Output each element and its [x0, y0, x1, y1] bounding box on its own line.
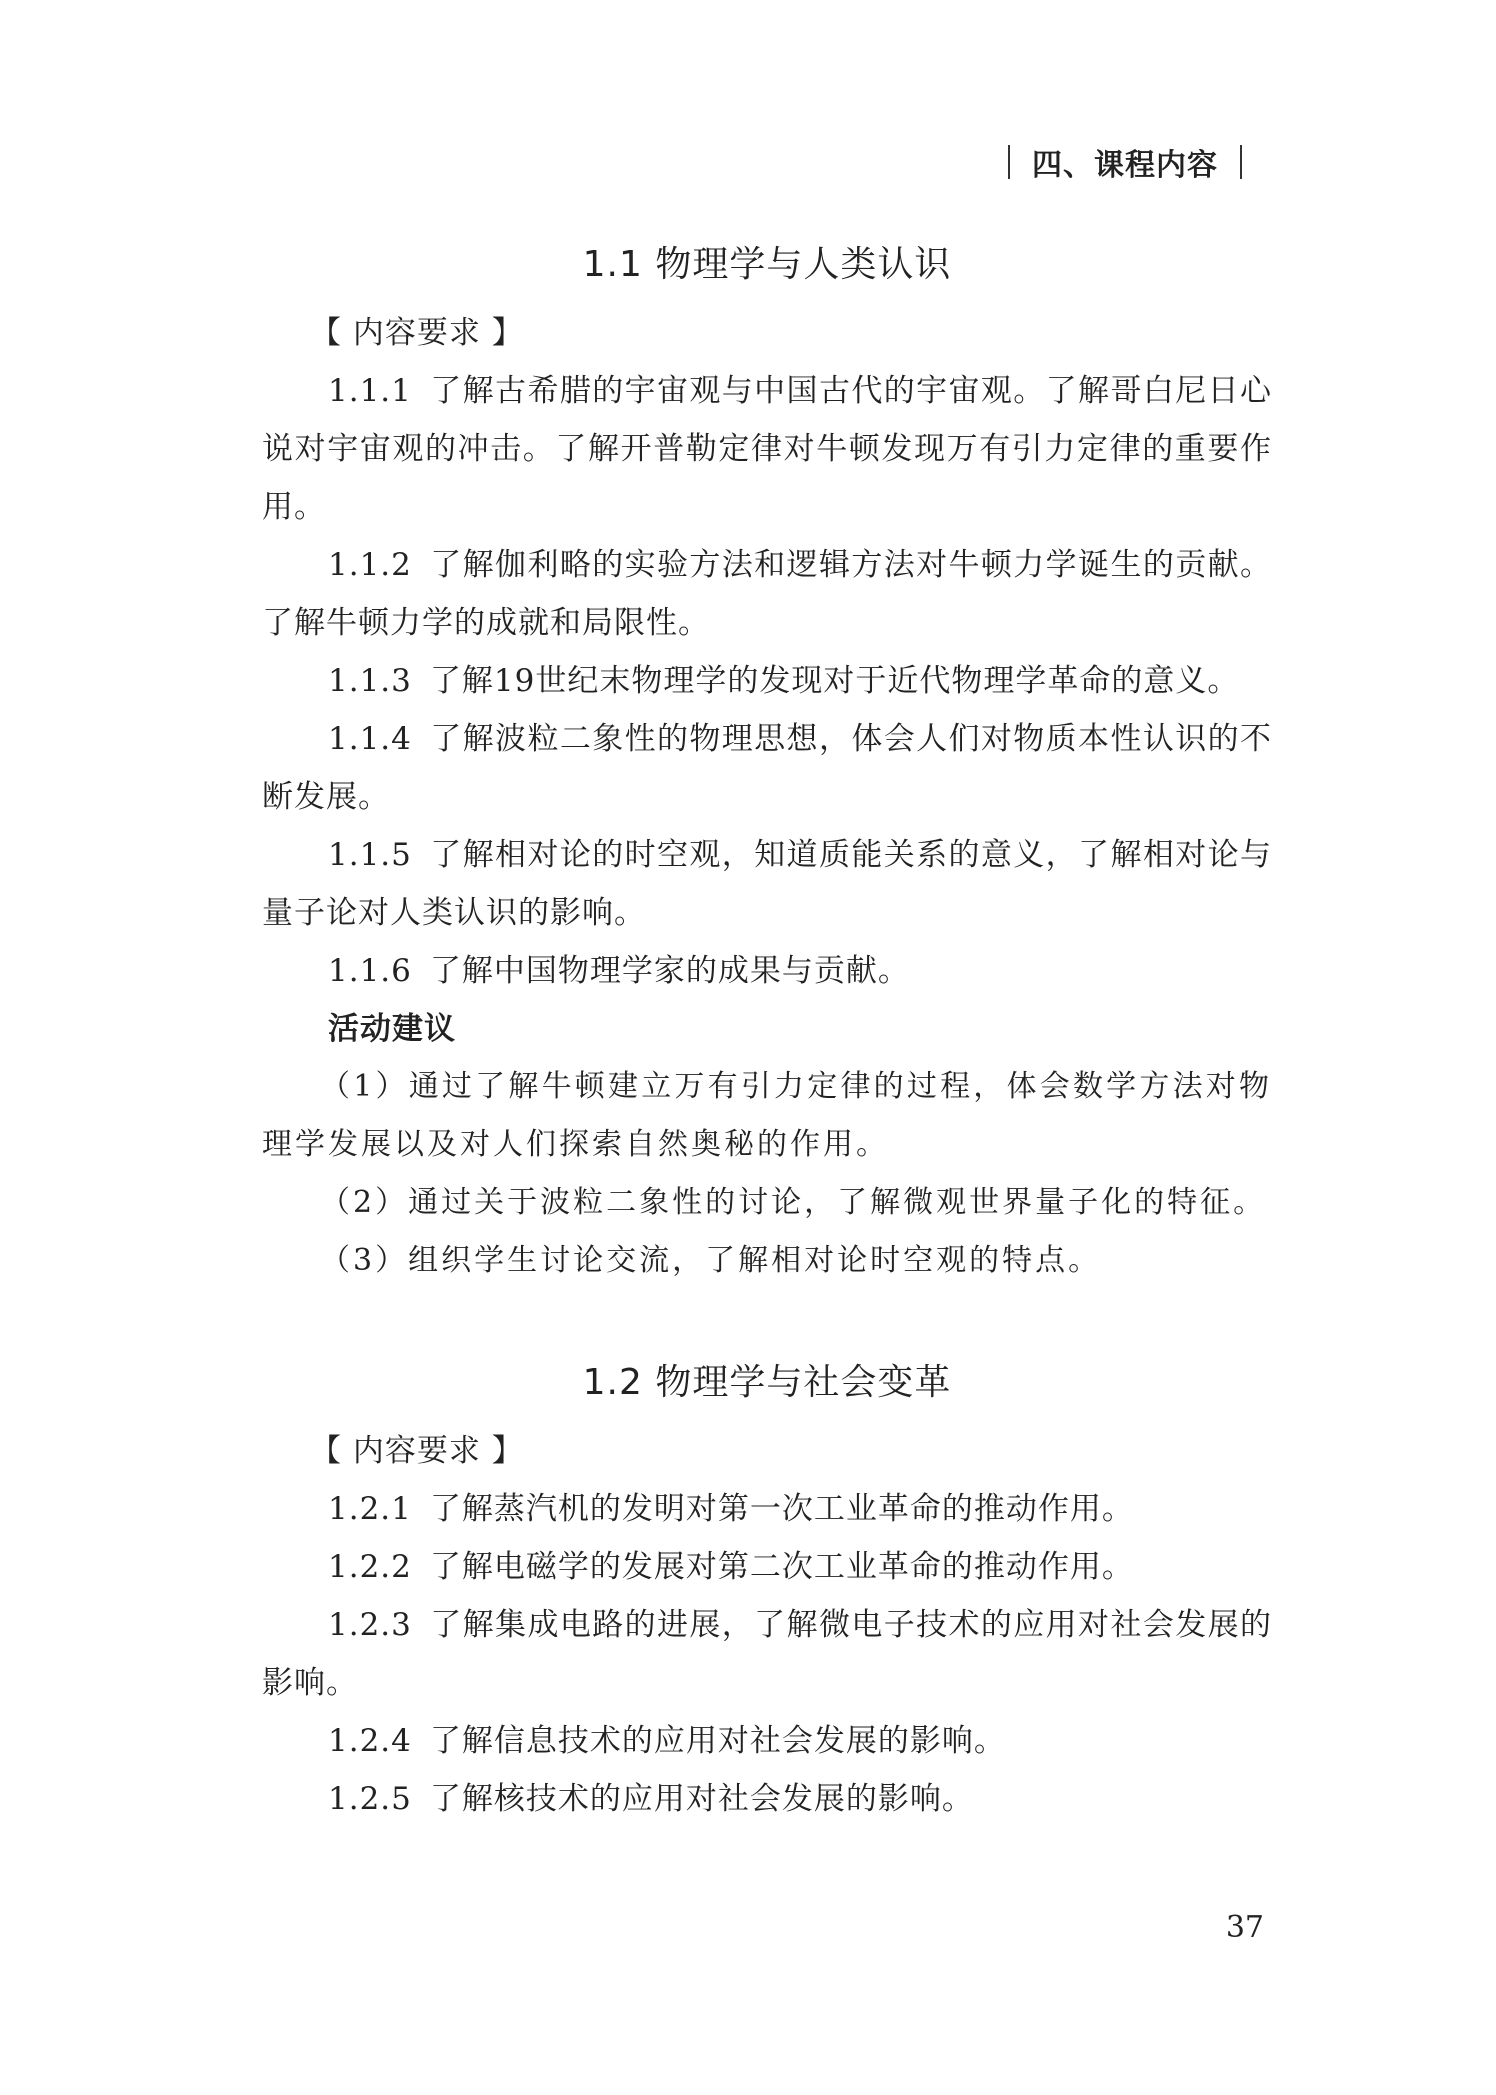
item-text: 了解波粒二象性的物理思想，体会人们对物质本性认识的不断发展。 [262, 721, 1272, 815]
activity-suggestions-heading: 活动建议 [328, 1011, 456, 1047]
item-number: 1.2.1 [328, 1491, 412, 1527]
item-number: 1.2.5 [328, 1781, 412, 1817]
item-text: 了解中国物理学家的成果与贡献。 [429, 953, 910, 989]
item-text: 了解电磁学的发展对第二次工业革命的推动作用。 [429, 1549, 1134, 1585]
item-text: 了解蒸汽机的发明对第一次工业革命的推动作用。 [429, 1491, 1134, 1527]
requirement-item [262, 1770, 1272, 1828]
requirement-item [262, 536, 1272, 652]
requirement-item [262, 1480, 1272, 1538]
requirement-item [262, 1538, 1272, 1596]
item-text: 了解19世纪末物理学的发现对于近代物理学革命的意义。 [429, 663, 1240, 699]
item-number: 1.1.6 [328, 953, 412, 989]
page-content [262, 236, 1272, 1828]
activity-item: （3）组织学生讨论交流，了解相对论时空观的特点。 [320, 1243, 1102, 1278]
requirement-item [262, 362, 1272, 536]
content-requirements-heading: 【 内容要求 】 [310, 315, 524, 351]
item-number: 1.1.4 [328, 721, 412, 757]
requirement-item [262, 710, 1272, 826]
item-text: 了解古希腊的宇宙观与中国古代的宇宙观。了解哥白尼日心说对宇宙观的冲击。了解开普勒定律对牛顿发现万有引力定律的重要作用。 [262, 373, 1272, 525]
header-divider-left [1008, 145, 1010, 179]
section-1-1 [262, 236, 1272, 1290]
item-text: 了解相对论的时空观，知道质能关系的意义，了解相对论与量子论对人类认识的影响。 [262, 837, 1272, 931]
requirement-item [262, 1596, 1272, 1712]
requirement-item [262, 826, 1272, 942]
section-title: 1.1 物理学与人类认识 [582, 244, 952, 285]
requirement-item [262, 652, 1272, 710]
item-number: 1.2.4 [328, 1723, 412, 1759]
item-number: 1.1.5 [328, 837, 412, 873]
item-text: 了解核技术的应用对社会发展的影响。 [429, 1781, 974, 1817]
requirement-item [262, 942, 1272, 1000]
item-text: 了解信息技术的应用对社会发展的影响。 [429, 1723, 1006, 1759]
section-spacer [262, 1290, 1272, 1354]
item-number: 1.1.2 [328, 547, 412, 583]
item-number: 1.1.3 [328, 663, 412, 699]
header-divider-right [1240, 145, 1242, 179]
content-requirements-heading: 【 内容要求 】 [310, 1433, 524, 1469]
item-text: 了解伽利略的实验方法和逻辑方法对牛顿力学诞生的贡献。了解牛顿力学的成就和局限性。 [262, 547, 1272, 641]
item-text: 了解集成电路的进展，了解微电子技术的应用对社会发展的影响。 [262, 1607, 1272, 1701]
chapter-title: 四、课程内容 [1032, 148, 1218, 183]
running-header [986, 140, 1264, 184]
item-number: 1.2.2 [328, 1549, 412, 1585]
section-1-2 [262, 1354, 1272, 1828]
item-number: 1.2.3 [328, 1607, 412, 1643]
activity-item: （1）通过了解牛顿建立万有引力定律的过程，体会数学方法对物理学发展以及对人们探索自然奥秘的作用。 [262, 1069, 1272, 1162]
requirement-item [262, 1712, 1272, 1770]
item-number: 1.1.1 [328, 373, 412, 409]
page-number: 37 [1225, 1910, 1264, 1945]
section-title: 1.2 物理学与社会变革 [582, 1362, 952, 1403]
activity-item: （2）通过关于波粒二象性的讨论，了解微观世界量子化的特征。 [320, 1185, 1267, 1220]
